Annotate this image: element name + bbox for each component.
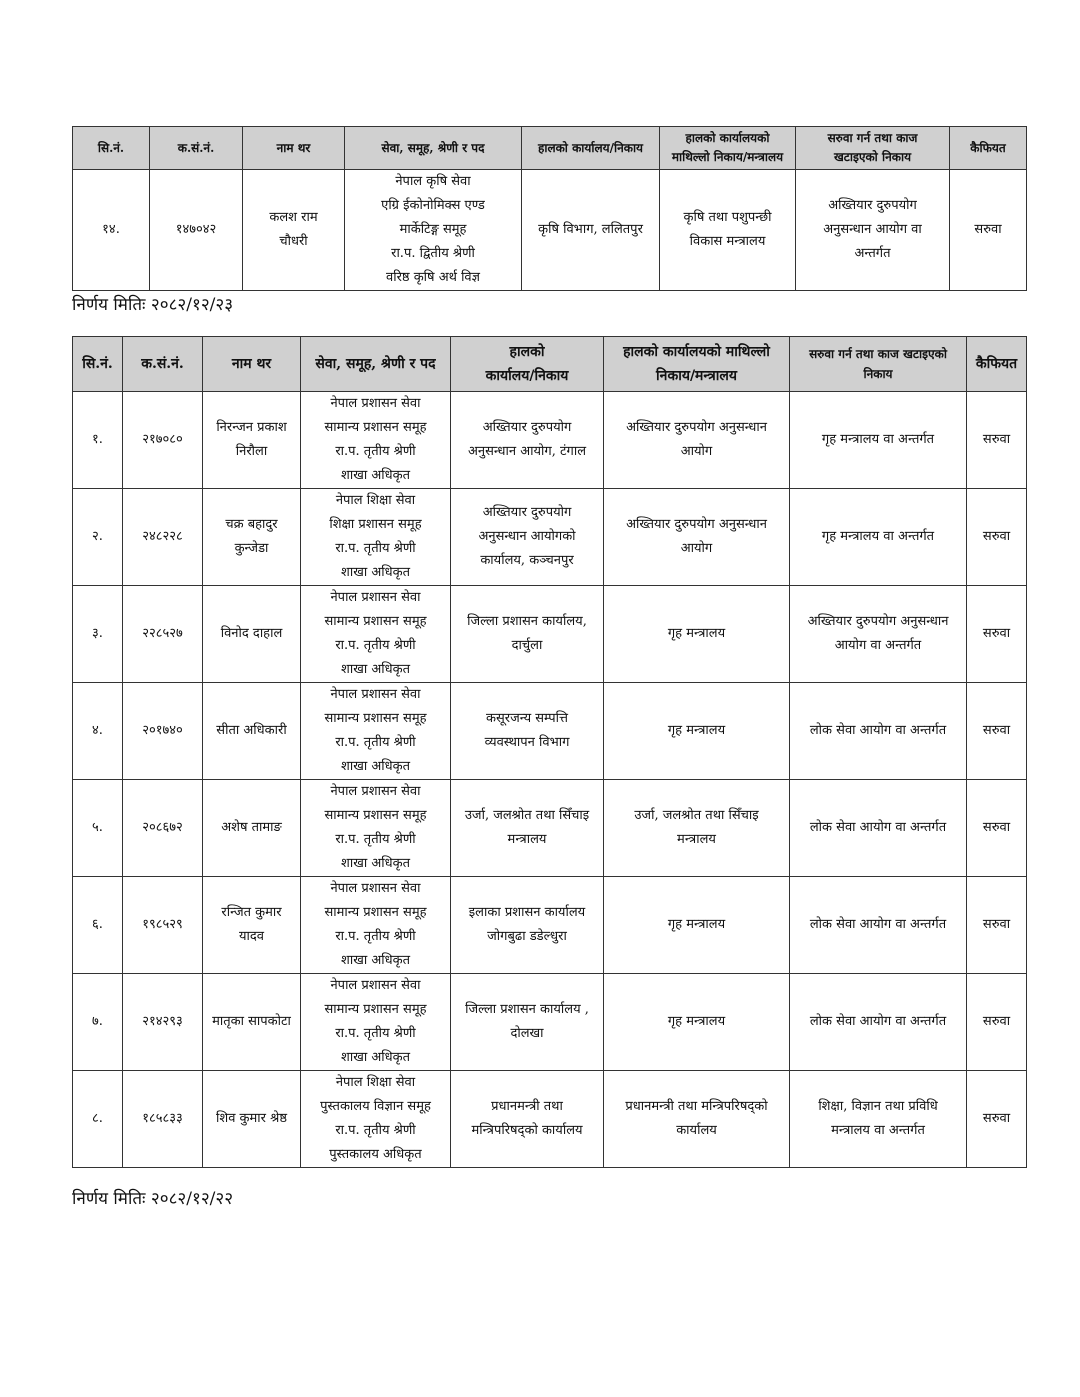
col-header-serial: सि.नं. [73, 127, 150, 170]
cell-current-office: प्रधानमन्त्री तथा मन्त्रिपरिषद्को कार्यालय [451, 1071, 604, 1168]
cell-remarks: सरुवा [967, 392, 1027, 489]
col-header-staff-id: क.सं.नं. [150, 127, 243, 170]
transfer-table-2 [72, 336, 1027, 1168]
cell-parent-ministry: कृषि तथा पशुपन्छी विकास मन्त्रालय [660, 170, 796, 291]
cell-name: सीता अधिकारी [203, 683, 301, 780]
cell-service-post: नेपाल शिक्षा सेवा पुस्तकालय विज्ञान समूह रा.प. तृतीय श्रेणी पुस्तकालय अधिकृत [301, 1071, 451, 1168]
cell-serial: ७. [73, 974, 123, 1071]
cell-name: चक्र बहादुर कुन्जेडा [203, 489, 301, 586]
decision-date-1: निर्णय मितिः २०८२/१२/२३ [72, 295, 234, 315]
cell-serial: ८. [73, 1071, 123, 1168]
cell-current-office: अख्तियार दुरुपयोग अनुसन्धान आयोग, टंगाल [451, 392, 604, 489]
cell-service-post: नेपाल प्रशासन सेवा सामान्य प्रशासन समूह रा.प. तृतीय श्रेणी शाखा अधिकृत [301, 877, 451, 974]
table-row [73, 489, 1027, 586]
table-row [73, 780, 1027, 877]
cell-service-post: नेपाल कृषि सेवा एग्रि ईकोनोमिक्स एण्ड मार्केटिङ्ग समूह रा.प. द्वितीय श्रेणी वरिष्ठ कृषि अर्थ विज्ञ [345, 170, 522, 291]
cell-serial: १. [73, 392, 123, 489]
cell-parent-ministry: उर्जा, जलश्रोत तथा सिँचाइ मन्त्रालय [604, 780, 790, 877]
cell-serial: ४. [73, 683, 123, 780]
cell-name: कलश राम चौधरी [243, 170, 345, 291]
cell-current-office: उर्जा, जलश्रोत तथा सिँचाइ मन्त्रालय [451, 780, 604, 877]
col-header-transfer-body: सरुवा गर्न तथा काज खटाइएको निकाय [790, 337, 967, 392]
col-header-service-post: सेवा, समूह, श्रेणी र पद [345, 127, 522, 170]
cell-service-post: नेपाल शिक्षा सेवा शिक्षा प्रशासन समूह रा.प. तृतीय श्रेणी शाखा अधिकृत [301, 489, 451, 586]
cell-remarks: सरुवा [967, 1071, 1027, 1168]
cell-remarks: सरुवा [967, 780, 1027, 877]
col-header-service-post: सेवा, समूह, श्रेणी र पद [301, 337, 451, 392]
cell-staff-id: १९८५२९ [123, 877, 203, 974]
cell-staff-id: १८५८३३ [123, 1071, 203, 1168]
cell-current-office: कृषि विभाग, ललितपुर [522, 170, 660, 291]
cell-remarks: सरुवा [950, 170, 1027, 291]
col-header-remarks: कैफियत [967, 337, 1027, 392]
cell-staff-id: २१७०८० [123, 392, 203, 489]
cell-current-office: इलाका प्रशासन कार्यालय जोगबुढा डडेल्धुरा [451, 877, 604, 974]
cell-name: निरन्जन प्रकाश निरौला [203, 392, 301, 489]
cell-service-post: नेपाल प्रशासन सेवा सामान्य प्रशासन समूह रा.प. तृतीय श्रेणी शाखा अधिकृत [301, 392, 451, 489]
cell-parent-ministry: गृह मन्त्रालय [604, 586, 790, 683]
cell-remarks: सरुवा [967, 586, 1027, 683]
cell-staff-id: २०८६७२ [123, 780, 203, 877]
decision-date-2: निर्णय मितिः २०८२/१२/२२ [72, 1189, 234, 1209]
cell-serial: ६. [73, 877, 123, 974]
cell-serial: २. [73, 489, 123, 586]
col-header-current-office: हालको कार्यालय/निकाय [451, 337, 604, 392]
cell-remarks: सरुवा [967, 489, 1027, 586]
cell-name: मातृका सापकोटा [203, 974, 301, 1071]
cell-transfer-body: लोक सेवा आयोग वा अन्तर्गत [790, 974, 967, 1071]
cell-serial: ५. [73, 780, 123, 877]
col-header-name: नाम थर [243, 127, 345, 170]
table-row [73, 974, 1027, 1071]
col-header-transfer-body: सरुवा गर्न तथा काज खटाइएको निकाय [796, 127, 950, 170]
col-header-parent-ministry: हालको कार्यालयको माथिल्लो निकाय/मन्त्रालय [660, 127, 796, 170]
table-row [73, 586, 1027, 683]
header-row [73, 337, 1027, 392]
col-header-current-office: हालको कार्यालय/निकाय [522, 127, 660, 170]
cell-transfer-body: लोक सेवा आयोग वा अन्तर्गत [790, 683, 967, 780]
cell-staff-id: १४७०४२ [150, 170, 243, 291]
cell-parent-ministry: गृह मन्त्रालय [604, 683, 790, 780]
cell-staff-id: २०१७४० [123, 683, 203, 780]
cell-name: विनोद दाहाल [203, 586, 301, 683]
col-header-staff-id: क.सं.नं. [123, 337, 203, 392]
table-header [73, 127, 1027, 170]
cell-transfer-body: लोक सेवा आयोग वा अन्तर्गत [790, 877, 967, 974]
table-row [73, 392, 1027, 489]
cell-staff-id: २२८५२७ [123, 586, 203, 683]
cell-transfer-body: शिक्षा, विज्ञान तथा प्रविधि मन्त्रालय वा अन्तर्गत [790, 1071, 967, 1168]
col-header-remarks: कैफियत [950, 127, 1027, 170]
cell-transfer-body: अख्तियार दुरुपयोग अनुसन्धान आयोग वा अन्तर्गत [790, 586, 967, 683]
cell-service-post: नेपाल प्रशासन सेवा सामान्य प्रशासन समूह रा.प. तृतीय श्रेणी शाखा अधिकृत [301, 586, 451, 683]
cell-current-office: जिल्ला प्रशासन कार्यालय , दोलखा [451, 974, 604, 1071]
col-header-name: नाम थर [203, 337, 301, 392]
cell-current-office: जिल्ला प्रशासन कार्यालय, दार्चुला [451, 586, 604, 683]
table-row [73, 683, 1027, 780]
cell-serial: १४. [73, 170, 150, 291]
cell-parent-ministry: अख्तियार दुरुपयोग अनुसन्धान आयोग [604, 489, 790, 586]
header-row [73, 127, 1027, 170]
col-header-parent-ministry: हालको कार्यालयको माथिल्लो निकाय/मन्त्रालय [604, 337, 790, 392]
cell-parent-ministry: गृह मन्त्रालय [604, 974, 790, 1071]
cell-current-office: अख्तियार दुरुपयोग अनुसन्धान आयोगको कार्यालय, कञ्चनपुर [451, 489, 604, 586]
cell-remarks: सरुवा [967, 974, 1027, 1071]
col-header-serial: सि.नं. [73, 337, 123, 392]
cell-name: अशेष तामाङ [203, 780, 301, 877]
cell-transfer-body: अख्तियार दुरुपयोग अनुसन्धान आयोग वा अन्तर्गत [796, 170, 950, 291]
cell-remarks: सरुवा [967, 683, 1027, 780]
table-row [73, 170, 1027, 291]
cell-service-post: नेपाल प्रशासन सेवा सामान्य प्रशासन समूह रा.प. तृतीय श्रेणी शाखा अधिकृत [301, 780, 451, 877]
table-header [73, 337, 1027, 392]
cell-parent-ministry: प्रधानमन्त्री तथा मन्त्रिपरिषद्को कार्यालय [604, 1071, 790, 1168]
cell-transfer-body: लोक सेवा आयोग वा अन्तर्गत [790, 780, 967, 877]
cell-serial: ३. [73, 586, 123, 683]
cell-name: शिव कुमार श्रेष्ठ [203, 1071, 301, 1168]
cell-service-post: नेपाल प्रशासन सेवा सामान्य प्रशासन समूह रा.प. तृतीय श्रेणी शाखा अधिकृत [301, 683, 451, 780]
cell-name: रन्जित कुमार यादव [203, 877, 301, 974]
cell-transfer-body: गृह मन्त्रालय वा अन्तर्गत [790, 392, 967, 489]
cell-remarks: सरुवा [967, 877, 1027, 974]
cell-staff-id: २१४२९३ [123, 974, 203, 1071]
table-row [73, 1071, 1027, 1168]
table-row [73, 877, 1027, 974]
cell-transfer-body: गृह मन्त्रालय वा अन्तर्गत [790, 489, 967, 586]
cell-parent-ministry: गृह मन्त्रालय [604, 877, 790, 974]
cell-current-office: कसूरजन्य सम्पत्ति व्यवस्थापन विभाग [451, 683, 604, 780]
cell-parent-ministry: अख्तियार दुरुपयोग अनुसन्धान आयोग [604, 392, 790, 489]
cell-service-post: नेपाल प्रशासन सेवा सामान्य प्रशासन समूह रा.प. तृतीय श्रेणी शाखा अधिकृत [301, 974, 451, 1071]
transfer-table-1 [72, 126, 1027, 291]
cell-staff-id: २४८२२८ [123, 489, 203, 586]
